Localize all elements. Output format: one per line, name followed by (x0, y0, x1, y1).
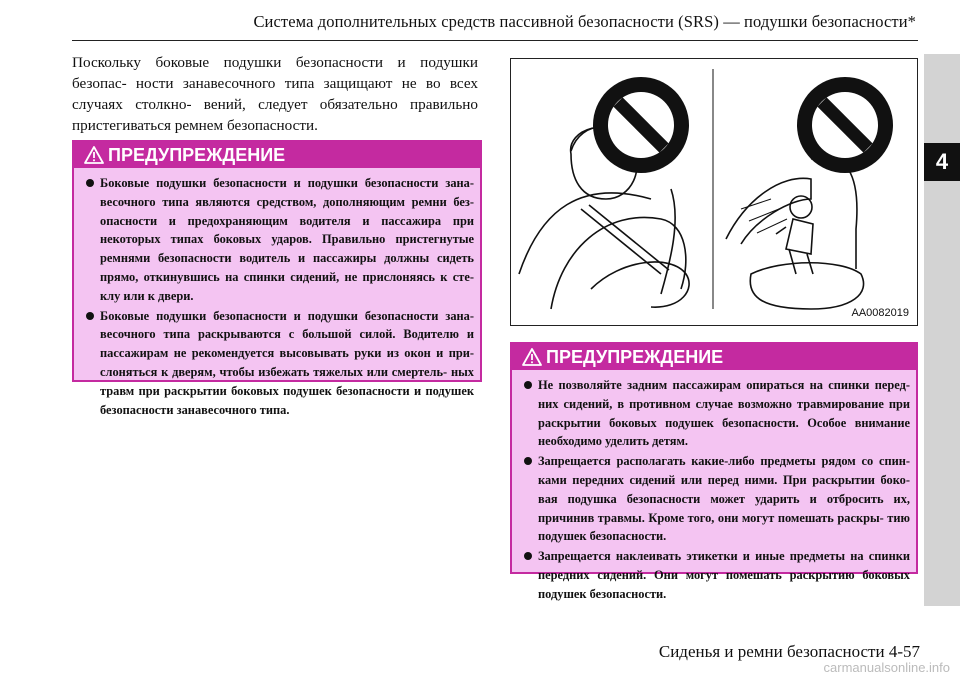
prohibition-icon (593, 77, 689, 173)
warning-triangle-icon (522, 348, 542, 366)
warning-item (538, 376, 910, 451)
bullet-icon (524, 457, 532, 465)
bullet-icon (524, 552, 532, 560)
warning-item (100, 307, 474, 420)
page-footer: Сиденья и ремни безопасности 4-57 (658, 642, 920, 661)
warning-list (74, 168, 480, 424)
bullet-icon (86, 179, 94, 187)
chapter-number: 4 (924, 143, 960, 181)
illustration-code: AA0082019 (851, 307, 909, 319)
warning-header (74, 142, 480, 168)
bullet-icon (524, 381, 532, 389)
warning-title: ПРЕДУПРЕЖДЕНИЕ (546, 347, 724, 367)
page-header-title: Система дополнительных средств пассивной безопасности (SRS) — подушки безопасности* (253, 12, 916, 31)
prohibition-icon (797, 77, 893, 173)
illustration-panel (510, 58, 918, 326)
warning-item-text: Запрещается наклеивать этикетки и иные предметы на спинки передних сидений. Они могут помешать раскрытию боковых подушек безопасности. (538, 549, 910, 601)
warning-list (512, 370, 916, 609)
warning-title: ПРЕДУПРЕЖДЕНИЕ (108, 145, 286, 165)
intro-paragraph: Поскольку боковые подушки безопасности и подушки безопас- ности занавесочного типа защищают не во всех случаях столкно- вений, следует обязательно правильно пристегиваться ремнем безопасности. (72, 54, 478, 134)
header-divider (72, 40, 918, 41)
warning-item-text: Не позволяйте задним пассажирам опираться на спинки перед- них сидений, в противном случае возможно травмирование при раскрытии боковых подушек безопасности. Особое внимание необходимо уделить детям. (538, 378, 910, 449)
warning-item-text: Боковые подушки безопасности и подушки безопасности зана- весочного типа являются средством, дополняющим ремни без- опасности и предохраняющим водителя и пассажира при некоторых типах боковых ударов. Правильно пристегнутые ремнями безопасности водитель и пассажиры должны сидеть прямо, откинувшись на спинки сидений, не прислоняясь к сте- клу или к двери. (100, 176, 474, 303)
warning-item (538, 452, 910, 546)
warning-triangle-icon (84, 146, 104, 164)
warning-item-text: Запрещается располагать какие-либо предметы рядом со спин- ками передних сидений или перед ними. При раскрытии боко- вая подушка безопасности может ударить и отбросить их, причинив травмы. Кроме того, они могут помешать раскры- тию подушек безопасности. (538, 454, 910, 544)
warning-box-left (72, 140, 482, 417)
chapter-side-tab (924, 54, 960, 606)
warning-item (538, 547, 910, 603)
warning-box-right (510, 342, 918, 601)
illustration-drawing (511, 59, 916, 324)
bullet-icon (86, 312, 94, 320)
warning-header (512, 344, 916, 370)
watermark: carmanualsonline.info (823, 660, 950, 675)
warning-item (100, 174, 474, 306)
warning-item-text: Боковые подушки безопасности и подушки безопасности зана- весочного типа раскрываются с большой силой. Водителю и пассажирам не рекомендуется высовывать руки из окон и при- слоняться к дверям, чтобы избежать тяжелых или смертель- ных травм при раскрытии боковых подушек безопасности и подушек безопасности занавесочного типа. (100, 308, 474, 417)
